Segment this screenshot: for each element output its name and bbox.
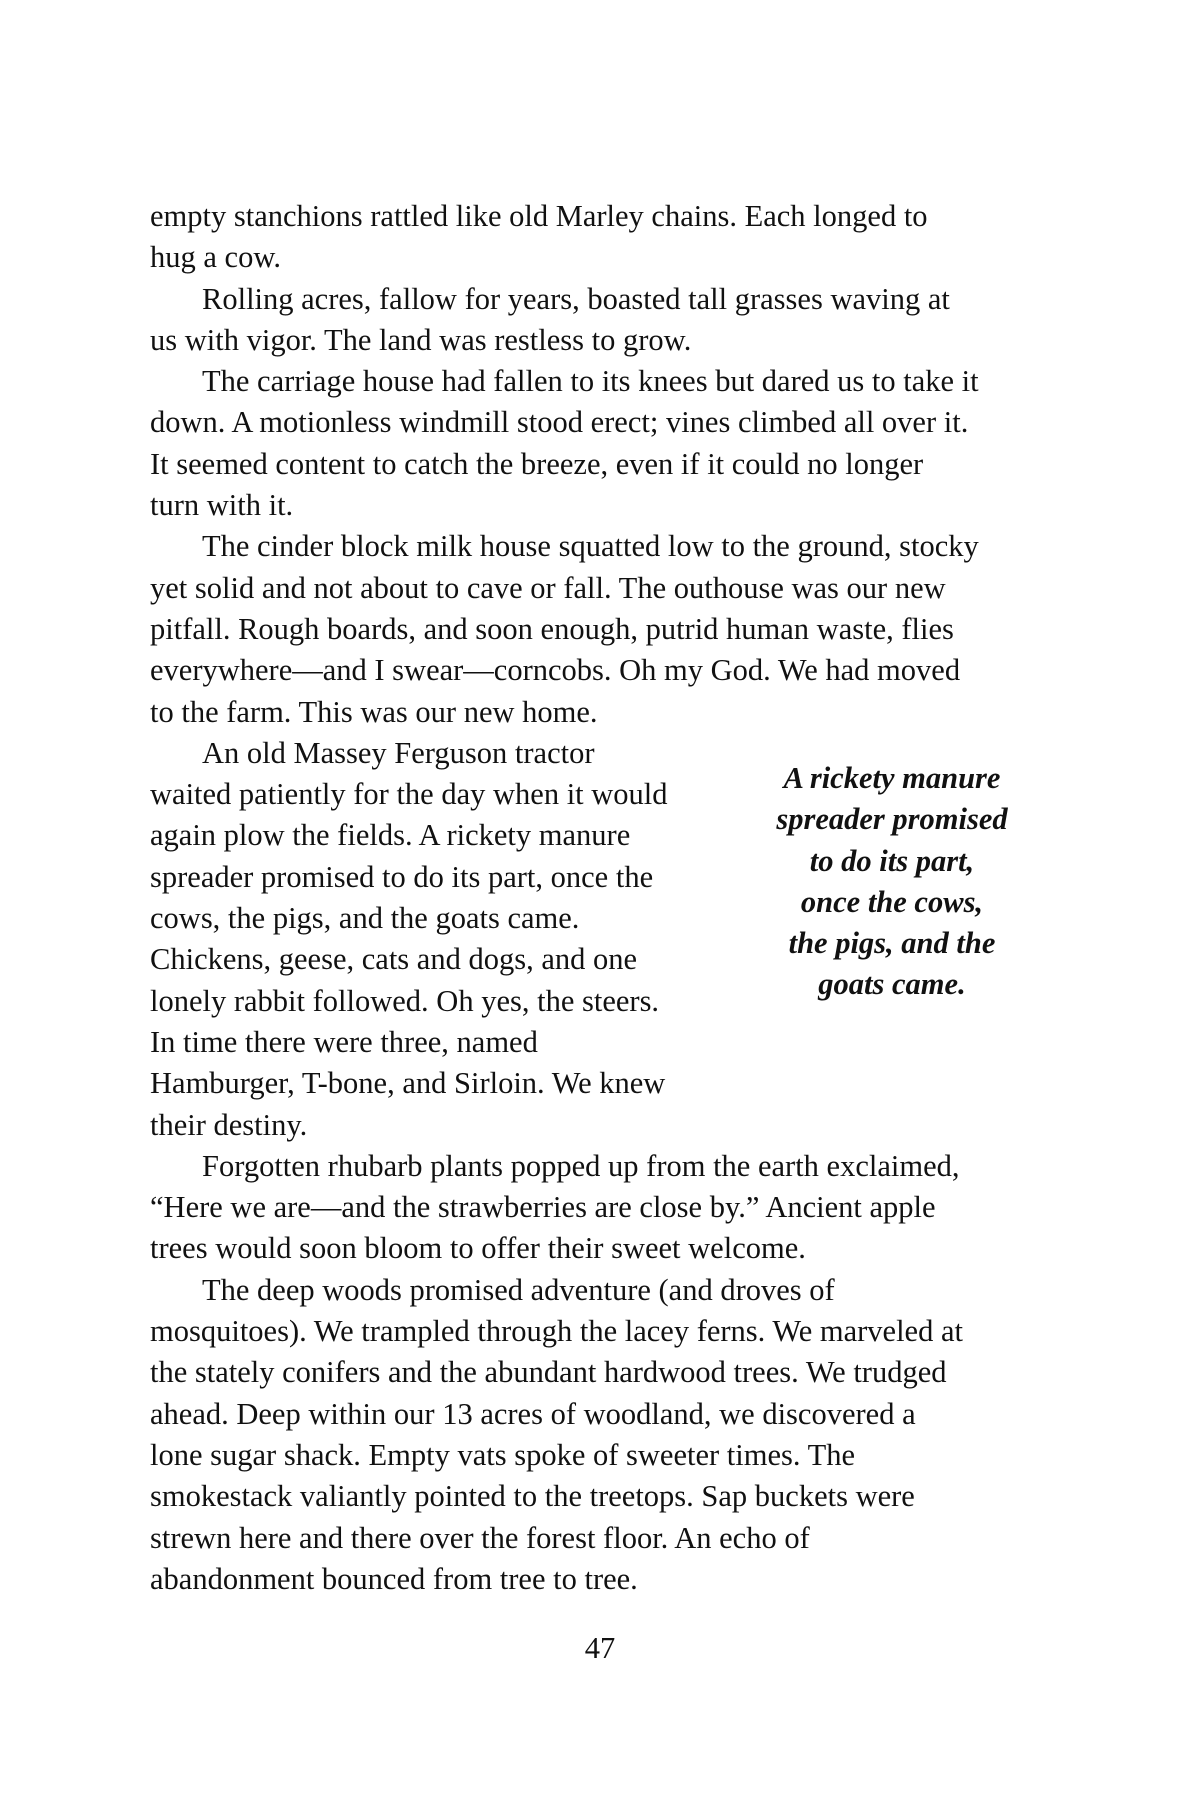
text-line: pitfall. Rough boards, and soon enough, putrid human waste, flies: [150, 611, 954, 646]
text-line: their destiny.: [150, 1107, 308, 1142]
text-line: trees would soon bloom to offer their sweet welcome.: [150, 1231, 806, 1266]
text-line: mosquitoes). We trampled through the lacey ferns. We marveled at: [150, 1314, 963, 1349]
text-line: the stately conifers and the abundant hardwood trees. We trudged: [150, 1355, 947, 1390]
text-line: cows, the pigs, and the goats came.: [150, 901, 580, 936]
pull-quote-line: goats came.: [818, 967, 966, 1002]
text-line: turn with it.: [150, 488, 294, 523]
pull-quote-line: the pigs, and the: [788, 926, 996, 961]
text-line: Forgotten rhubarb plants popped up from the earth exclaimed,: [202, 1148, 960, 1183]
text-line: In time there were three, named: [150, 1024, 538, 1059]
text-line: An old Massey Ferguson tractor: [202, 735, 595, 770]
pull-quote-line: spreader promised: [776, 802, 1008, 837]
page-number: 47: [584, 1631, 616, 1665]
text-line: The carriage house had fallen to its knees but dared us to take it: [202, 364, 979, 399]
text-line: abandonment bounced from tree to tree.: [150, 1561, 638, 1596]
text-line: again plow the fields. A rickety manure: [150, 818, 631, 853]
text-line: Rolling acres, fallow for years, boasted tall grasses waving at: [202, 281, 950, 316]
text-line: everywhere—and I swear—corncobs. Oh my God. We had moved: [150, 653, 961, 688]
text-line: to the farm. This was our new home.: [150, 694, 598, 729]
text-line: Hamburger, T-bone, and Sirloin. We knew: [150, 1066, 666, 1101]
text-line: It seemed content to catch the breeze, even if it could no longer: [150, 446, 924, 481]
text-line: hug a cow.: [150, 240, 281, 275]
text-line: waited patiently for the day when it would: [150, 777, 668, 812]
text-line: ahead. Deep within our 13 acres of woodland, we discovered a: [150, 1396, 916, 1431]
text-line: “Here we are—and the strawberries are close by.” Ancient apple: [150, 1190, 936, 1225]
text-line: empty stanchions rattled like old Marley chains. Each longed to: [150, 199, 928, 233]
text-line: The cinder block milk house squatted low to the ground, stocky: [202, 529, 979, 564]
pull-quote-line: to do its part,: [809, 843, 975, 878]
text-line: The deep woods promised adventure (and droves of: [202, 1272, 835, 1307]
text-line: us with vigor. The land was restless to grow.: [150, 322, 692, 357]
text-line: spreader promised to do its part, once the: [150, 859, 654, 894]
text-line: yet solid and not about to cave or fall. The outhouse was our new: [150, 570, 946, 605]
text-line: strewn here and there over the forest floor. An echo of: [150, 1520, 810, 1555]
pull-quote-line: once the cows,: [800, 884, 984, 919]
pull-quote: [742, 758, 1042, 1006]
text-line: Chickens, geese, cats and dogs, and one: [150, 942, 638, 977]
text-line: smokestack valiantly pointed to the treetops. Sap buckets were: [150, 1479, 915, 1514]
text-line: down. A motionless windmill stood erect; vines climbed all over it.: [150, 405, 969, 440]
pull-quote-line: A rickety manure: [783, 761, 1001, 795]
text-line: lone sugar shack. Empty vats spoke of sweeter times. The: [150, 1437, 855, 1472]
text-line: lonely rabbit followed. Oh yes, the steers.: [150, 983, 660, 1018]
